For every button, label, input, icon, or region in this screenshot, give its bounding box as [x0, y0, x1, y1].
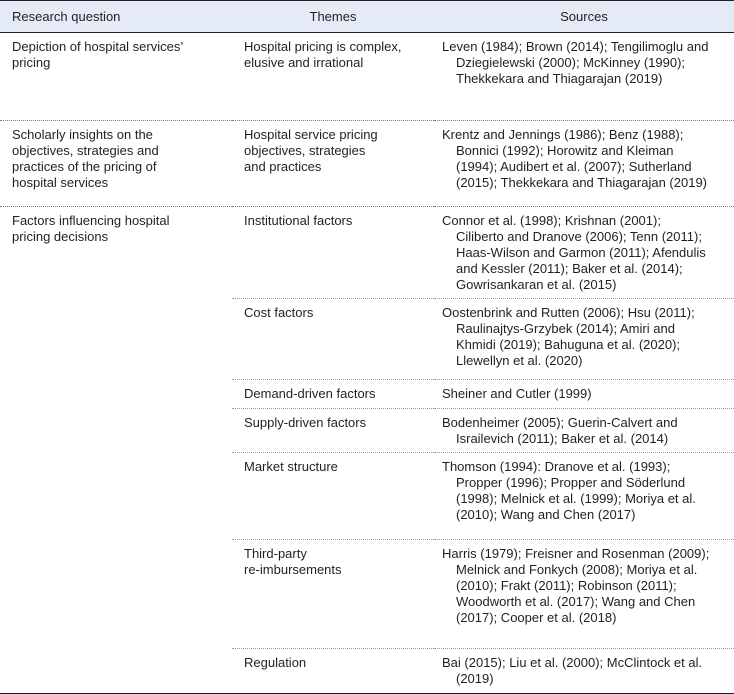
table-row	[0, 121, 734, 207]
theme-cell	[232, 380, 434, 409]
theme-line: re-imbursements	[244, 562, 342, 577]
theme-cell	[232, 33, 434, 121]
research-question-cell	[0, 649, 232, 694]
sources-line: Bai (2015); Liu et al. (2000); McClintock et al.	[442, 655, 703, 670]
table-row	[0, 409, 734, 453]
header-sources: Sources	[434, 1, 734, 33]
table-row	[0, 299, 734, 380]
sources-cell	[434, 649, 734, 694]
table-row	[0, 540, 734, 649]
sources-cell	[434, 540, 734, 649]
sources-line: Melnick and Fonkych (2008); Moriya et al.	[456, 562, 698, 577]
research-question-cell	[0, 453, 232, 540]
theme-cell	[232, 121, 434, 207]
sources-line: (2010); Wang and Chen (2017)	[456, 507, 636, 522]
sources-line: Gowrisankaran et al. (2015)	[456, 277, 617, 292]
theme-cell	[232, 649, 434, 694]
sources-cell	[434, 453, 734, 540]
sources-line: (2017); Cooper et al. (2018)	[456, 610, 617, 625]
theme-cell	[232, 207, 434, 299]
theme-cell	[232, 453, 434, 540]
sources-line: (2019)	[456, 671, 494, 686]
sources-cell	[434, 33, 734, 121]
sources-line: Khmidi (2019); Bahuguna et al. (2020);	[456, 337, 681, 352]
research-question-line: hospital services	[12, 175, 109, 190]
sources-line: Oostenbrink and Rutten (2006); Hsu (2011);	[442, 305, 695, 320]
sources-cell	[434, 299, 734, 380]
sources-line: (1994); Audibert et al. (2007); Sutherland	[456, 159, 692, 174]
sources-line: Krentz and Jennings (1986); Benz (1988);	[442, 127, 684, 142]
theme-line: objectives, strategies	[244, 143, 366, 158]
theme-line: Demand-driven factors	[244, 386, 376, 401]
sources-line: Thekkekara and Thiagarajan (2019)	[456, 71, 663, 86]
research-question-line: Depiction of hospital services’	[12, 39, 184, 54]
sources-line: Leven (1984); Brown (2014); Tengilimoglu and	[442, 39, 709, 54]
header-themes: Themes	[232, 1, 434, 33]
sources-line: (1998); Melnick et al. (1999); Moriya et al.	[456, 491, 696, 506]
research-question-cell	[0, 299, 232, 380]
theme-line: Hospital service pricing	[244, 127, 378, 142]
theme-line: and practices	[244, 159, 322, 174]
research-question-cell	[0, 33, 232, 121]
sources-line: Harris (1979); Freisner and Rosenman (2009);	[442, 546, 710, 561]
sources-line: Thomson (1994): Dranove et al. (1993);	[442, 459, 671, 474]
header-row	[0, 1, 734, 33]
table-row	[0, 380, 734, 409]
sources-cell	[434, 207, 734, 299]
sources-line: Ciliberto and Dranove (2006); Tenn (2011);	[456, 229, 702, 244]
sources-line: Bodenheimer (2005); Guerin-Calvert and	[442, 415, 678, 430]
research-question-line: objectives, strategies and	[12, 143, 159, 158]
sources-line: Propper (1996); Propper and Söderlund	[456, 475, 686, 490]
sources-line: (2010); Frakt (2011); Robinson (2011);	[456, 578, 677, 593]
theme-line: Supply-driven factors	[244, 415, 367, 430]
research-question-line: practices of the pricing of	[12, 159, 157, 174]
research-question-line: Scholarly insights on the	[12, 127, 153, 142]
sources-line: Woodworth et al. (2017); Wang and Chen	[456, 594, 696, 609]
table-row	[0, 453, 734, 540]
research-question-cell	[0, 380, 232, 409]
table-row	[0, 649, 734, 694]
theme-cell	[232, 409, 434, 453]
sources-line: Connor et al. (1998); Krishnan (2001);	[442, 213, 661, 228]
theme-cell	[232, 299, 434, 380]
sources-line: Israilevich (2011); Baker et al. (2014)	[456, 431, 669, 446]
table-body	[0, 33, 734, 694]
research-question-cell	[0, 540, 232, 649]
sources-cell	[434, 121, 734, 207]
research-question-line: pricing	[12, 55, 51, 70]
theme-line: Regulation	[244, 655, 307, 670]
sources-line: Bonnici (1992); Horowitz and Kleiman	[456, 143, 674, 158]
theme-cell	[232, 540, 434, 649]
research-question-line: pricing decisions	[12, 229, 109, 244]
sources-line: Sheiner and Cutler (1999)	[442, 386, 592, 401]
sources-line: Dziegielewski (2000); McKinney (1990);	[456, 55, 686, 70]
sources-line: Haas-Wilson and Garmon (2011); Afendulis	[456, 245, 706, 260]
research-question-cell	[0, 121, 232, 207]
header-research-question: Research question	[0, 1, 232, 33]
table-row	[0, 207, 734, 299]
research-question-cell	[0, 409, 232, 453]
theme-line: elusive and irrational	[244, 55, 364, 70]
sources-line: and Kessler (2011); Baker et al. (2014);	[456, 261, 683, 276]
sources-cell	[434, 409, 734, 453]
table-row	[0, 33, 734, 121]
research-question-cell	[0, 207, 232, 299]
theme-line: Institutional factors	[244, 213, 353, 228]
theme-line: Hospital pricing is complex,	[244, 39, 402, 54]
theme-line: Cost factors	[244, 305, 314, 320]
sources-line: Llewellyn et al. (2020)	[456, 353, 583, 368]
research-question-line: Factors influencing hospital	[12, 213, 170, 228]
theme-line: Market structure	[244, 459, 338, 474]
sources-line: Raulinajtys-Grzybek (2014); Amiri and	[456, 321, 675, 336]
sources-cell	[434, 380, 734, 409]
theme-line: Third-party	[244, 546, 307, 561]
sources-line: (2015); Thekkekara and Thiagarajan (2019)	[456, 175, 708, 190]
